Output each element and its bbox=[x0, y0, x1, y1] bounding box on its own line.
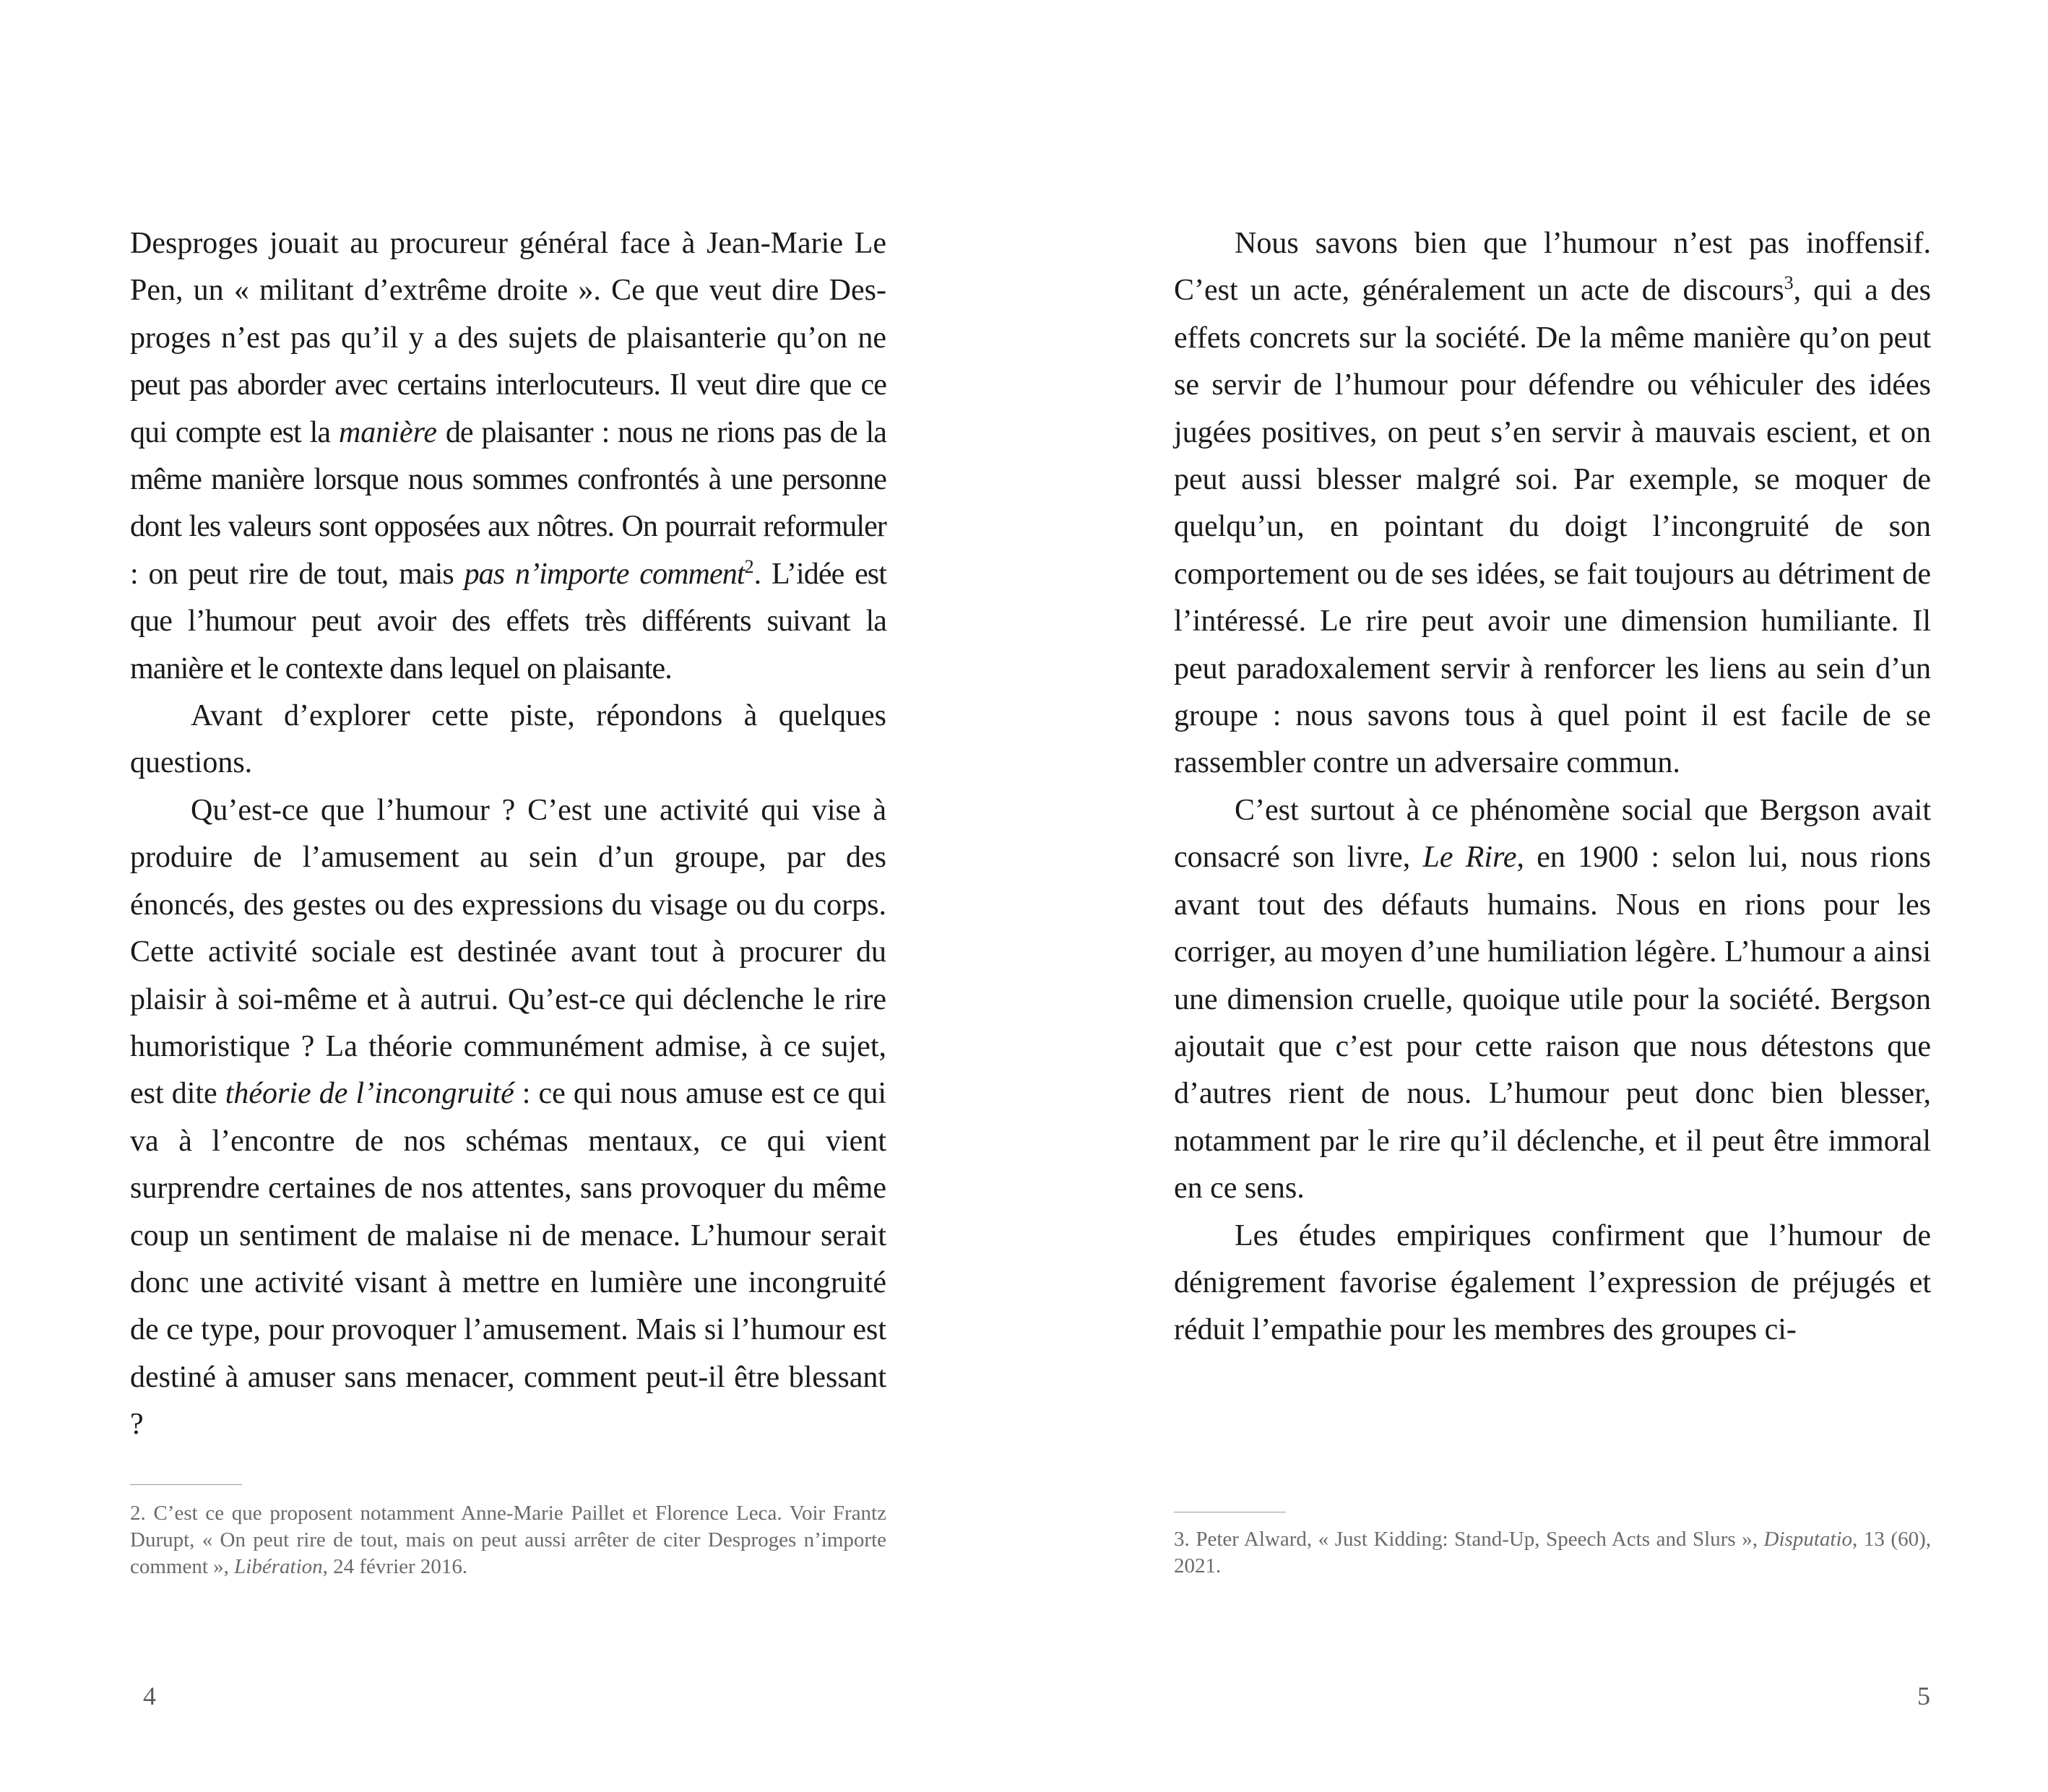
paragraph bbox=[130, 220, 886, 693]
footnote-ref-3[interactable]: 3 bbox=[1784, 272, 1794, 294]
footnote-text: , 24 février 2016. bbox=[322, 1555, 468, 1578]
footnote-text: 2. C’est ce que proposent notamment Anne-Marie Paillet et Florence Leca. Voir Frantz Durupt, « On peut rire de tout, mais on peut aussi arrêter de citer Desproges n’importe comment », bbox=[130, 1502, 886, 1578]
footnote-ref-2[interactable]: 2 bbox=[744, 555, 754, 577]
right-page bbox=[1024, 0, 2048, 1792]
emphasis-le-rire: Le Rire bbox=[1422, 841, 1517, 875]
text-run: Desproges jouait au procureur général face à Jean-Marie Le Pen, un « militant d’extrême droite ». Ce que veut dire Desproges n’est pas qu’il y a des sujets de plaisanterie qu’on ne bbox=[130, 227, 886, 355]
footnote-divider bbox=[130, 1484, 242, 1485]
text-run: Qu’est-ce que l’humour ? C’est une activité qui vise à produire de l’amusement au sein d’un groupe, par des énoncés, des gestes ou des expressions du visage ou du corps. Cette activité sociale est destinée avant tout à procurer du plaisir à soi-même et à autrui. Qu’est-ce qui déclenche le rire humoristique ? La théorie communément admise, à ce sujet, est dite bbox=[130, 793, 886, 1111]
footnote-text: 3. Peter Alward, « Just Kidding: Stand-Up, Speech Acts and Slurs », bbox=[1174, 1528, 1764, 1551]
text-run: , en 1900 : selon lui, nous rions avant tout des défauts humains. Nous en rions pour les corriger, au moyen d’une humiliation légère. L’humour a ainsi une dimension cruelle, quoique utile pour la société. Bergson ajoutait que c’est pour cette raison que nous détestons que d’autres rient de nous. L’humour peut donc bien blesser, notamment par le rire qu’il déclenche, et il peut être immoral en ce sens. bbox=[1174, 841, 1931, 1206]
paragraph bbox=[130, 693, 886, 787]
text-run: : ce qui nous amuse est ce qui va à l’encontre de nos schémas mentaux, ce qui vient surprendre certaines de nos attentes, sans provoquer du même coup un sentiment de malaise ni de menace. L’humour serait donc une activité visant à mettre en lumière une incongruité de ce type, pour provoquer l’amusement. Mais si l’humour est destiné à amuser sans menacer, comment peut-il être blessant ? bbox=[130, 1077, 886, 1442]
text-run: . L’idée est que l’humour peut avoir des effets très différents suivant la manière et le contexte dans lequel on plaisante. bbox=[130, 557, 887, 685]
text-run: Les études empiriques confirment que l’humour de dénigrement favorise également l’expression de préjugés et réduit l’empathie pour les membres des groupes ci- bbox=[1174, 1219, 1931, 1347]
emphasis-pas-nimporte-comment: pas n’importe comment bbox=[464, 557, 745, 591]
paragraph bbox=[1174, 220, 1931, 787]
text-run: , qui a des effets concrets sur la société. De la même manière qu’on peut se servir de l’humour pour défendre ou véhiculer des idées jugées positives, on peut s’en servir à mauvais escient, et on peut aussi blesser malgré soi. Par exemple, se moquer de quelqu’un, en pointant du doigt l’incongruité de son comportement ou de ses idées, se fait toujours au détriment de l’intéressé. Le rire peut avoir une dimension humiliante. Il peut paradoxalement servir à renforcer les liens au sein d’un groupe : nous savons tous à quel point il est facile de se rassembler contre un adversaire commun. bbox=[1174, 274, 1931, 780]
text-run: peut pas aborder avec certains interlocuteurs. Il veut dire que ce qui compte est la bbox=[130, 368, 886, 449]
footnote-3 bbox=[1174, 1526, 1931, 1580]
paragraph bbox=[1174, 1213, 1931, 1354]
body-text bbox=[130, 220, 886, 1449]
emphasis-manière: manière bbox=[338, 415, 438, 449]
text-run: Nous savons bien que l’humour n’est pas inoffensif. C’est un acte, généralement un acte de discours bbox=[1174, 227, 1931, 308]
footnote-source-title: Disputatio bbox=[1763, 1528, 1853, 1551]
footnote-source-title: Libération bbox=[234, 1555, 323, 1578]
footnote-text: , 13 (60), 2021. bbox=[1174, 1528, 1931, 1577]
body-text bbox=[1174, 220, 1931, 1354]
footnote-2 bbox=[130, 1500, 886, 1580]
page-number: 4 bbox=[143, 1681, 156, 1710]
paragraph bbox=[1174, 787, 1931, 1213]
text-run: de plaisanter : nous ne rions pas de la même manière lorsque nous sommes confrontés à une personne dont les valeurs sont opposées aux nôtres. On pourrait reformuler : on peut rire de tout, mais bbox=[130, 415, 886, 591]
emphasis-theorie-incongruite: théorie de l’incongruité bbox=[225, 1077, 514, 1111]
text-run: C’est surtout à ce phénomène social que Bergson avait consacré son livre, bbox=[1174, 793, 1931, 875]
text-run: Avant d’explorer cette piste, répondons à quelques questions. bbox=[130, 699, 886, 780]
paragraph bbox=[130, 787, 886, 1449]
page-number: 5 bbox=[1917, 1681, 1930, 1710]
